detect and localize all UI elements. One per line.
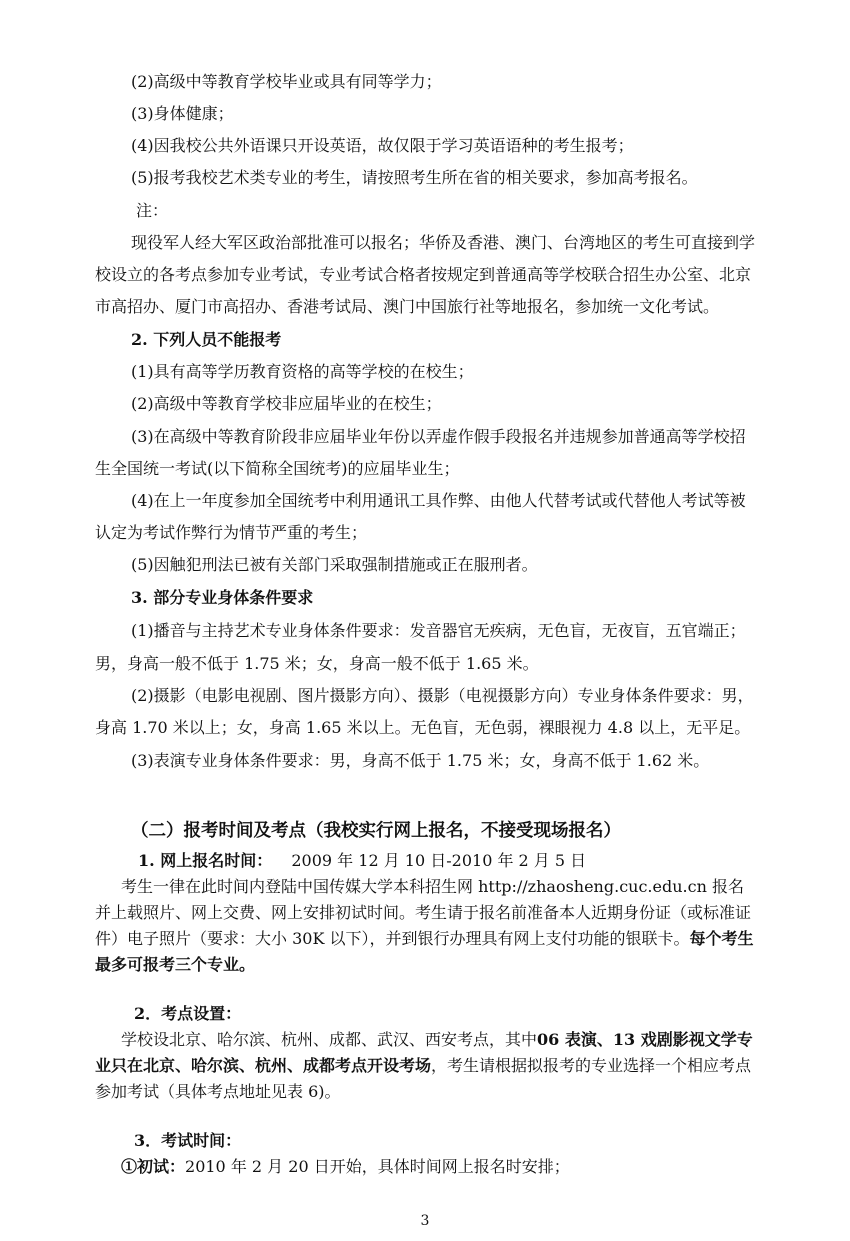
sites-label: 2．考点设置： xyxy=(134,1004,242,1023)
section-heading: 3. 部分专业身体条件要求 xyxy=(131,588,314,607)
section-title: （二）报考时间及考点（我校实行网上报名，不接受现场报名） xyxy=(131,821,621,841)
list-item: (5)因触犯刑法已被有关部门采取强制措施或正在服刑者。 xyxy=(131,555,538,574)
req-item-3: (3)身体健康； xyxy=(131,104,234,123)
note-line: 市高招办、厦门市高招办、香港考试局、澳门中国旅行社等地报名，参加统一文化考试。 xyxy=(95,297,720,316)
list-item: 身高 1.70 米以上；女，身高 1.65 米以上。无色盲，无色弱，裸眼视力 4.8 以上，无平足。 xyxy=(95,718,751,737)
online-registration-line xyxy=(138,851,586,871)
list-item: (4)在上一年度参加全国统考中利用通讯工具作弊、由他人代替考试或代替他人考试等被 xyxy=(131,491,746,510)
note-line: 校设立的各考点参加专业考试，专业考试合格者按规定到普通高等学校联合招生办公室、北京 xyxy=(95,265,752,284)
section-heading: 2. 下列人员不能报考 xyxy=(131,330,282,349)
list-item: (2)摄影（电影电视剧、图片摄影方向）、摄影（电视摄影方向）专业身体条件要求：男， xyxy=(131,686,754,705)
list-item: (3)表演专业身体条件要求：男，身高不低于 1.75 米；女，身高不低于 1.62 米。 xyxy=(131,751,710,770)
emphasis-text: 06 表演、13 戏剧影视文学专 xyxy=(537,1030,753,1049)
paragraph-line xyxy=(95,1056,751,1076)
list-item: 生全国统一考试(以下简称全国统考)的应届毕业生； xyxy=(95,459,460,478)
prelim-line xyxy=(121,1157,570,1177)
online-dates: 2009 年 12 月 10 日-2010 年 2 月 5 日 xyxy=(291,851,587,870)
list-item: (3)在高级中等教育阶段非应届毕业年份以弄虚作假手段报名并违规参加普通高等学校招 xyxy=(131,427,746,446)
paragraph-line: 参加考试（具体考点地址见表 6)。 xyxy=(95,1082,341,1101)
paragraph-line: 并上载照片、网上交费、网上安排初试时间。考生请于报名前准备本人近期身份证（或标准证 xyxy=(95,903,752,922)
list-item: (1)播音与主持艺术专业身体条件要求：发音器官无疾病，无色盲，无夜盲，五官端正； xyxy=(131,621,746,640)
list-item: (2)高级中等教育学校非应届毕业的在校生； xyxy=(131,394,442,413)
emphasis-text: 每个考生 xyxy=(689,929,754,948)
note-label: 注： xyxy=(136,201,169,220)
emphasis-text: 最多可报考三个专业。 xyxy=(95,955,256,974)
exam-time-label: 3．考试时间： xyxy=(134,1131,242,1150)
emphasis-text: 业只在北京、哈尔滨、杭州、成都考点开设考场 xyxy=(95,1056,432,1075)
online-label: 1. 网上报名时间： xyxy=(138,851,273,870)
list-item: (1)具有高等学历教育资格的高等学校的在校生； xyxy=(131,362,474,381)
req-item-2: (2)高级中等教育学校毕业或具有同等学力； xyxy=(131,72,442,91)
prelim-text: 2010 年 2 月 20 日开始，具体时间网上报名时安排； xyxy=(185,1157,570,1176)
paragraph-text: 学校设北京、哈尔滨、杭州、成都、武汉、西安考点，其中 xyxy=(121,1030,538,1049)
req-item-4: (4)因我校公共外语课只开设英语，故仅限于学习英语语种的考生报考； xyxy=(131,136,634,155)
page-number: 3 xyxy=(420,1213,430,1229)
note-line: 现役军人经大军区政治部批准可以报名；华侨及香港、澳门、台湾地区的考生可直接到学 xyxy=(131,233,756,252)
paragraph-text: 件）电子照片（要求：大小 30K 以下），并到银行办理具有网上支付功能的银联卡。 xyxy=(95,929,690,948)
req-item-5: (5)报考我校艺术类专业的考生，请按照考生所在省的相关要求，参加高考报名。 xyxy=(131,168,698,187)
paragraph-line: 考生一律在此时间内登陆中国传媒大学本科招生网 http://zhaosheng.cuc.edu.cn 报名 xyxy=(121,877,744,896)
paragraph-text: ，考生请根据拟报考的专业选择一个相应考点 xyxy=(431,1056,752,1075)
list-item: 男，身高一般不低于 1.75 米；女，身高一般不低于 1.65 米。 xyxy=(95,654,539,673)
list-item: 认定为考试作弊行为情节严重的考生； xyxy=(95,523,368,542)
paragraph-line xyxy=(121,1030,753,1050)
prelim-label: ①初试： xyxy=(121,1157,186,1176)
paragraph-line xyxy=(95,929,754,949)
